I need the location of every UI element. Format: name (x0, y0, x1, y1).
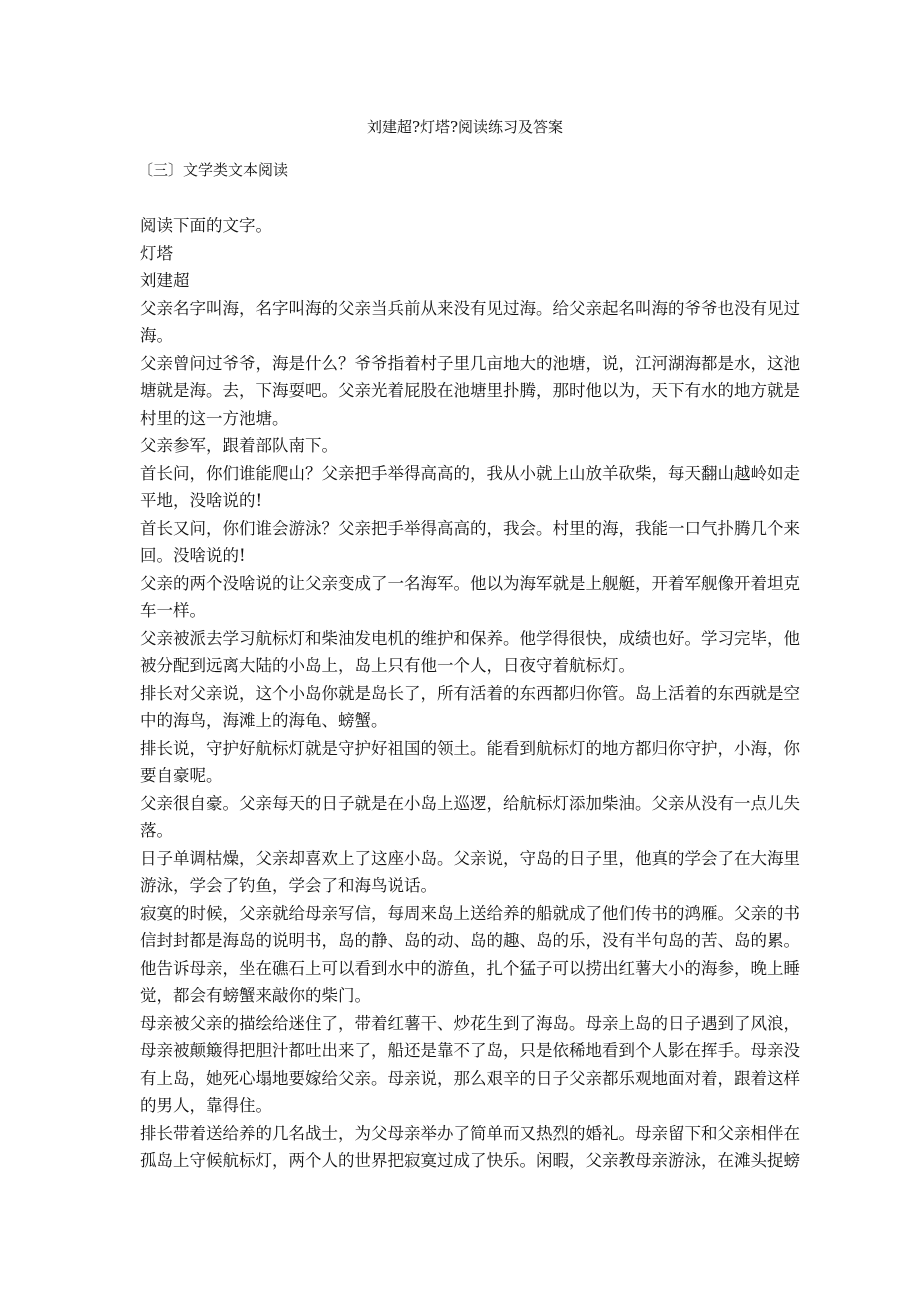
text-line: 平地，没啥说的! (140, 491, 263, 510)
text-line: 首长又问，你们谁会游泳？父亲把手举得高高的，我会。村里的海，我能一口气扑腾几个来 (140, 518, 800, 538)
text-line: 中的海鸟，海滩上的海龟、螃蟹。 (140, 711, 388, 730)
text-line: 父亲很自豪。父亲每天的日子就是在小岛上巡逻，给航标灯添加柴油。父亲从没有一点儿失 (140, 793, 800, 813)
text-line: 车一样。 (140, 601, 206, 620)
text-line: 首长问，你们谁能爬山？父亲把手举得高高的，我从小就上山放羊砍柴，每天翻山越岭如走 (140, 463, 800, 483)
text-line: 海。 (140, 326, 173, 345)
text-line: 母亲被颠簸得把胆汁都吐出来了，船还是靠不了岛，只是依稀地看到个人影在挥手。母亲没 (140, 1041, 800, 1060)
text-line: 排长对父亲说，这个小岛你就是岛长了，所有活着的东西都归你管。岛上活着的东西就是空 (140, 683, 800, 703)
text-line: 村里的这一方池塘。 (140, 408, 289, 428)
text-line: 父亲名字叫海，名字叫海的父亲当兵前从来没有见过海。给父亲起名叫海的爷爷也没有见过 (140, 298, 800, 318)
text-line: 父亲参军，跟着部队南下。 (140, 436, 338, 455)
text-line: 日子单调枯燥，父亲却喜欢上了这座小岛。父亲说，守岛的日子里，他真的学会了在大海里 (140, 848, 800, 868)
section-heading: 〔三〕文学类文本阅读 (138, 161, 289, 179)
document-body (140, 212, 810, 1175)
text-line: 回。没啥说的! (140, 546, 246, 565)
text-line: 孤岛上守候航标灯，两个人的世界把寂寞过成了快乐。闲暇，父亲教母亲游泳，在滩头捉螃 (140, 1151, 800, 1170)
text-line: 母亲被父亲的描绘给迷住了，带着红薯干、炒花生到了海岛。母亲上岛的日子遇到了风浪， (140, 1013, 800, 1033)
text-line: 游泳，学会了钓鱼，学会了和海鸟说话。 (140, 876, 437, 895)
text-line: 寂寞的时候，父亲就给母亲写信，每周来岛上送给养的船就成了他们传书的鸿雁。父亲的书 (140, 903, 800, 923)
text-line: 的男人，靠得住。 (140, 1096, 272, 1115)
document-title: 刘建超?灯塔?阅读练习及答案 (366, 118, 564, 136)
text-line: 排长说，守护好航标灯就是守护好祖国的领土。能看到航标灯的地方都归你守护，小海，你 (140, 738, 800, 758)
text-line: 刘建超 (140, 271, 190, 290)
text-line: 被分配到远离大陆的小岛上，岛上只有他一个人，日夜守着航标灯。 (140, 656, 635, 675)
text-line: 排长带着送给养的几名战士，为父母亲举办了简单而又热烈的婚礼。母亲留下和父亲相伴在 (140, 1123, 800, 1143)
text-line: 父亲的两个没啥说的让父亲变成了一名海军。他以为海军就是上舰艇，开着军舰像开着坦克 (140, 573, 800, 593)
text-line: 要自豪呢。 (140, 766, 223, 785)
text-line: 塘就是海。去，下海耍吧。父亲光着屁股在池塘里扑腾，那时他以为，天下有水的地方就是 (140, 381, 800, 400)
text-line: 信封封都是海岛的说明书，岛的静、岛的动、岛的趣、岛的乐，没有半句岛的苦、岛的累。 (140, 931, 800, 950)
text-line: 父亲曾问过爷爷，海是什么？爷爷指着村子里几亩地大的池塘，说，江河湖海都是水，这池 (140, 353, 800, 373)
text-line: 落。 (140, 821, 173, 840)
text-line: 阅读下面的文字。 (140, 216, 272, 235)
text-line: 他告诉母亲，坐在礁石上可以看到水中的游鱼，扎个猛子可以捞出红薯大小的海参，晚上睡 (140, 958, 800, 978)
text-line: 父亲被派去学习航标灯和柴油发电机的维护和保养。他学得很快，成绩也好。学习完毕，他 (140, 628, 800, 648)
text-line: 灯塔 (140, 243, 173, 263)
text-line: 有上岛，她死心塌地要嫁给父亲。母亲说，那么艰辛的日子父亲都乐观地面对着，跟着这样 (140, 1068, 800, 1088)
text-line: 觉，都会有螃蟹来敲你的柴门。 (140, 986, 371, 1005)
